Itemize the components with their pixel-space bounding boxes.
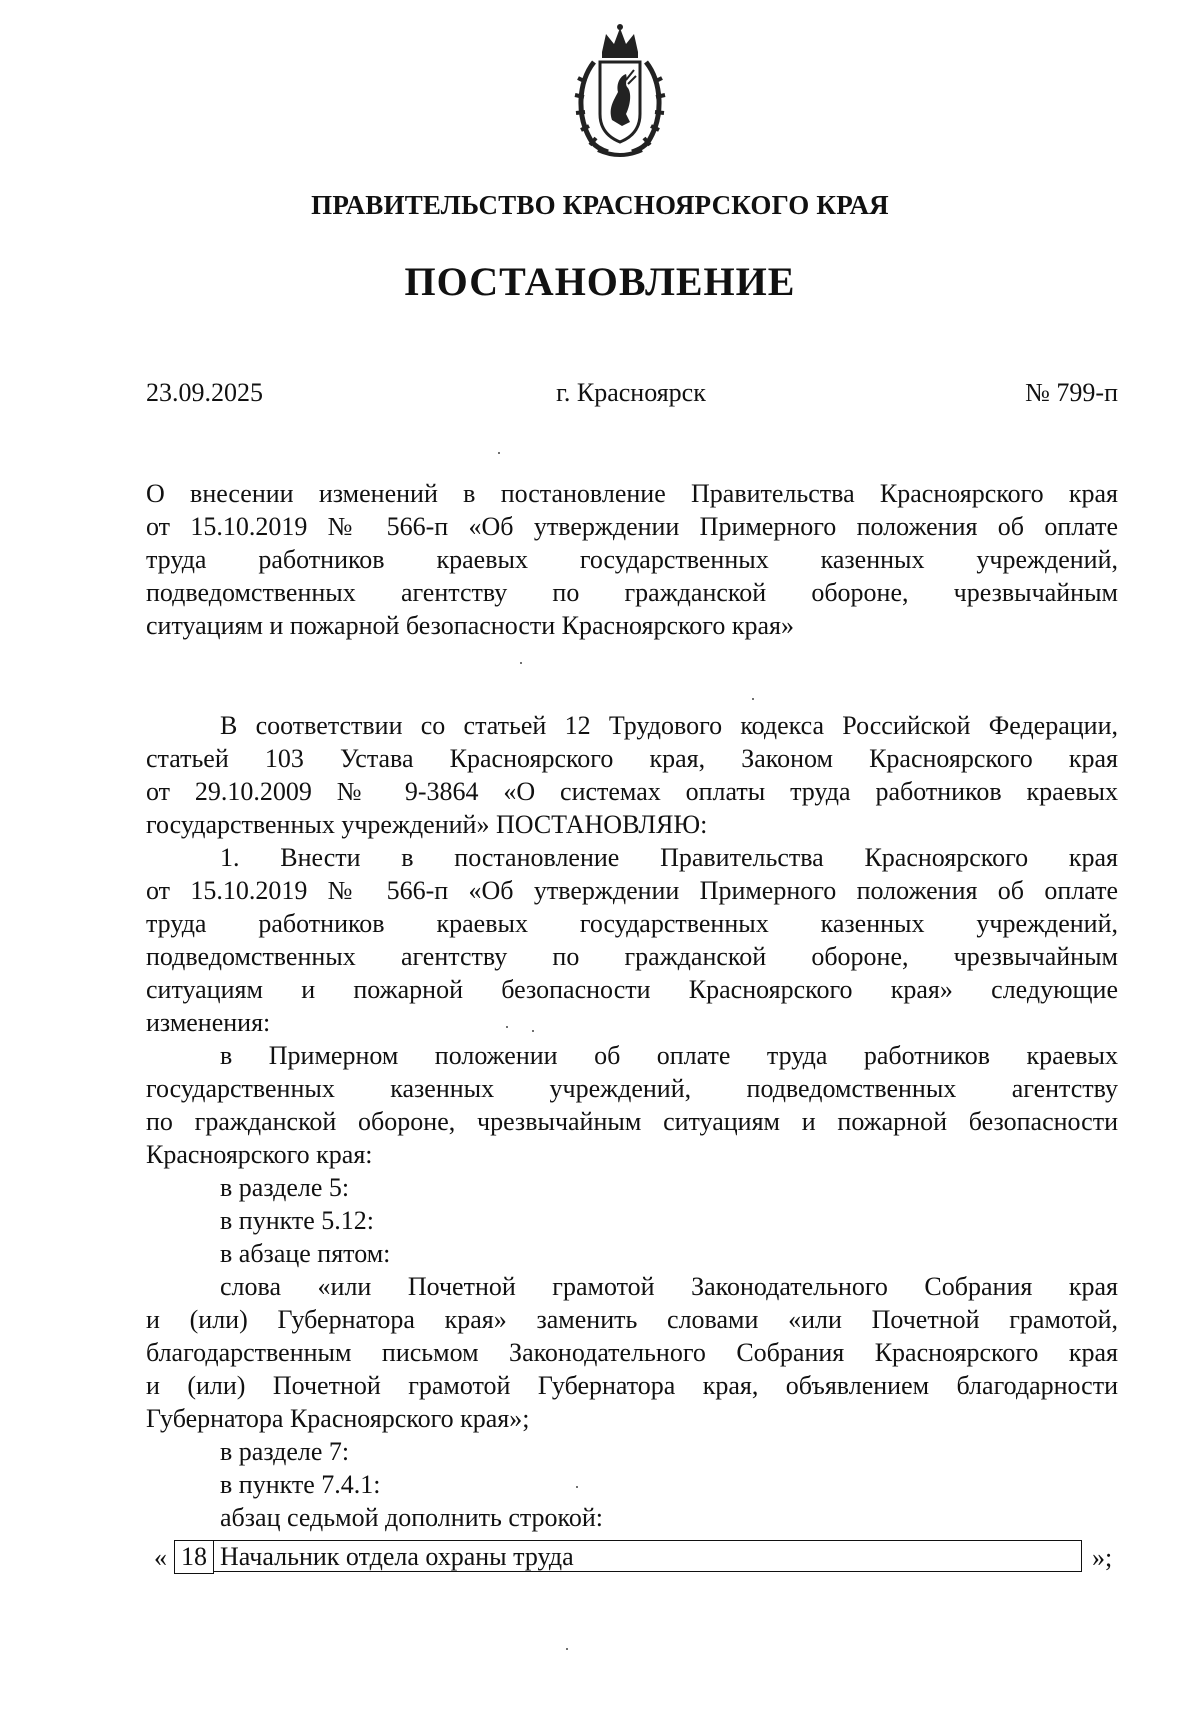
close-quote: »; [1092, 1543, 1113, 1572]
body-line: от 29.10.2009 № 9-3864 «О системах оплаты труда работников краевых [146, 777, 1118, 806]
body-line: в абзаце пятом: [220, 1239, 391, 1268]
body-line: государственных учреждений» ПОСТАНОВЛЯЮ: [146, 810, 708, 839]
document-city: г. Красноярск [556, 378, 706, 407]
title-line: О внесении изменений в постановление Правительства Красноярского края [146, 479, 1118, 508]
body-line: слова «или Почетной грамотой Законодательного Собрания края [220, 1272, 1118, 1301]
scan-speck [498, 452, 500, 454]
body-line: от 15.10.2019 № 566-п «Об утверждении Примерного положения об оплате [146, 876, 1118, 905]
body-line: по гражданской обороне, чрезвычайным ситуациям и пожарной безопасности [146, 1107, 1118, 1136]
body-line: государственных казенных учреждений, подведомственных агентству [146, 1074, 1118, 1103]
body-line: в пункте 7.4.1: [220, 1470, 381, 1499]
body-line: в Примерном положении об оплате труда работников краевых [220, 1041, 1118, 1070]
body-line: труда работников краевых государственных казенных учреждений, [146, 909, 1118, 938]
body-line: и (или) Почетной грамотой Губернатора края, объявлением благодарности [146, 1371, 1118, 1400]
table-cell-number: 18 [174, 1540, 214, 1574]
open-quote: « [154, 1543, 167, 1572]
body-line: и (или) Губернатора края» заменить словами «или Почетной грамотой, [146, 1305, 1118, 1334]
body-line: в пункте 5.12: [220, 1206, 375, 1235]
scan-speck [520, 662, 522, 664]
organization-name: ПРАВИТЕЛЬСТВО КРАСНОЯРСКОГО КРАЯ [311, 190, 889, 220]
body-line: ситуациям и пожарной безопасности Красноярского края» следующие [146, 975, 1118, 1004]
scan-speck [566, 1648, 568, 1650]
body-line: в разделе 7: [220, 1437, 350, 1466]
scan-speck [532, 1030, 534, 1032]
body-line: в разделе 5: [220, 1173, 350, 1202]
title-line: труда работников краевых государственных казенных учреждений, [146, 545, 1118, 574]
title-line: подведомственных агентству по гражданской обороне, чрезвычайным [146, 578, 1118, 607]
body-line: абзац седьмой дополнить строкой: [220, 1503, 603, 1532]
document-type-title: ПОСТАНОВЛЕНИЕ [404, 259, 796, 304]
title-line: ситуациям и пожарной безопасности Красноярского края» [146, 611, 794, 640]
document-date: 23.09.2025 [146, 378, 263, 407]
inserted-table-row [146, 1540, 1120, 1578]
scan-speck [506, 1026, 508, 1028]
table-cell-position: Начальник отдела охраны труда [214, 1540, 1082, 1572]
body-line: Губернатора Красноярского края»; [146, 1404, 530, 1433]
body-line: подведомственных агентству по гражданской обороне, чрезвычайным [146, 942, 1118, 971]
body-line: благодарственным письмом Законодательного Собрания Красноярского края [146, 1338, 1118, 1367]
body-line: статьей 103 Устава Красноярского края, Законом Красноярского края [146, 744, 1118, 773]
body-line: изменения: [146, 1008, 271, 1037]
body-line: 1. Внести в постановление Правительства Красноярского края [220, 843, 1118, 872]
coat-of-arms-emblem [572, 22, 668, 160]
document-number: № 799-п [1025, 378, 1118, 407]
body-line: В соответствии со статьей 12 Трудового кодекса Российской Федерации, [220, 711, 1118, 740]
title-line: от 15.10.2019 № 566-п «Об утверждении Примерного положения об оплате [146, 512, 1118, 541]
scan-speck [752, 698, 754, 700]
scan-speck [576, 1486, 578, 1488]
body-line: Красноярского края: [146, 1140, 373, 1169]
